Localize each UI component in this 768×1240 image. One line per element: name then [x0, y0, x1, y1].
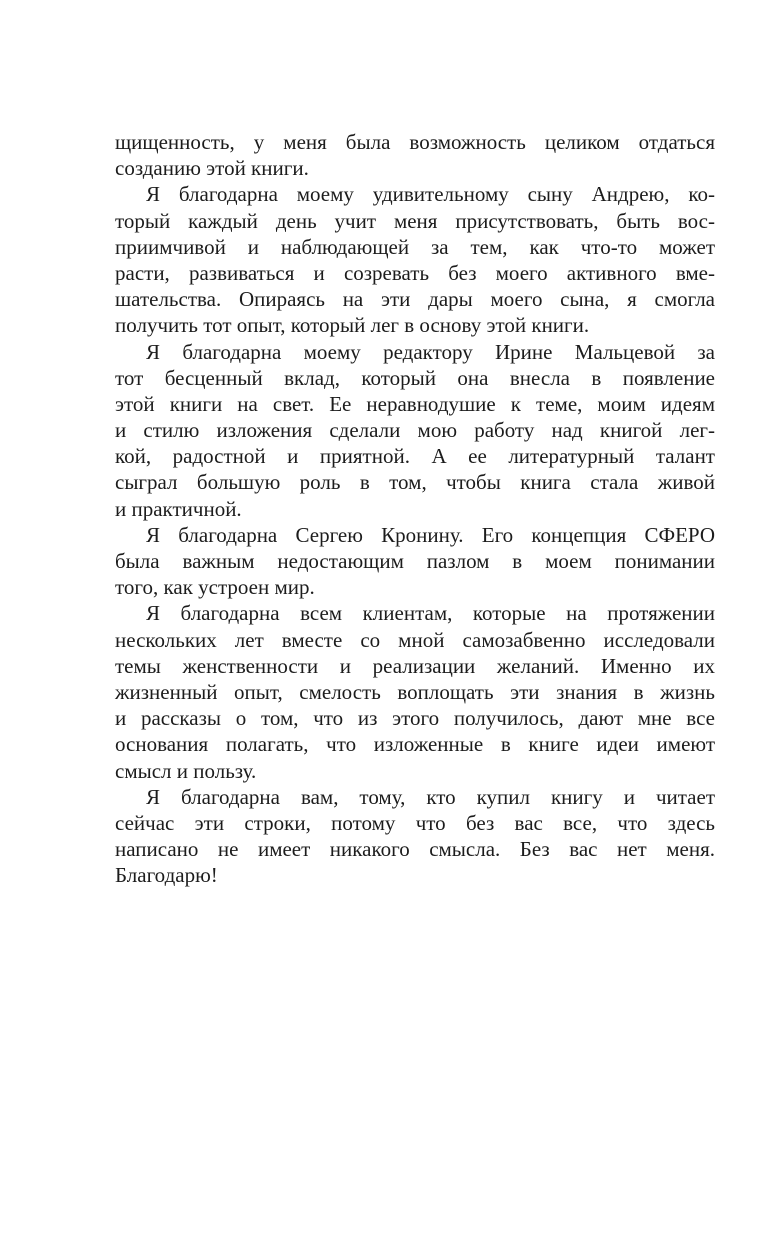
text-line: Я благодарна всем клиентам, которые на протяжении — [146, 601, 715, 626]
body-text — [115, 129, 715, 888]
text-line: основания полагать, что изложенные в книге идеи имеют — [115, 732, 715, 757]
text-line: Я благодарна моему редактору Ирине Мальцевой за — [146, 339, 715, 364]
text-line: нескольких лет вместе со мной самозабвенно исследовали — [115, 627, 715, 652]
text-line: приимчивой и наблюдающей за тем, как что-то может — [115, 234, 715, 259]
text-line: и рассказы о том, что из этого получилось, дают мне все — [115, 706, 715, 731]
text-line: шательства. Опираясь на эти дары моего сына, я смогла — [115, 287, 715, 312]
text-line: Я благодарна вам, тому, кто купил книгу и читает — [146, 784, 715, 809]
text-line: темы женственности и реализации желаний. Именно их — [115, 653, 715, 678]
text-line: получить тот опыт, который лег в основу этой книги. — [115, 313, 590, 338]
text-line: расти, развиваться и созревать без моего активного вме- — [115, 260, 715, 285]
text-line: сыграл большую роль в том, чтобы книга стала живой — [115, 470, 715, 495]
text-line: смысл и пользу. — [115, 758, 257, 783]
text-line: Я благодарна моему удивительному сыну Андрею, ко- — [146, 182, 715, 207]
text-line: созданию этой книги. — [115, 156, 309, 181]
text-line: щищенность, у меня была возможность целиком отдаться — [115, 130, 715, 154]
text-line: сейчас эти строки, потому что без вас все, что здесь — [115, 810, 715, 835]
text-line: торый каждый день учит меня присутствовать, быть вос- — [115, 208, 715, 233]
text-line: жизненный опыт, смелость воплощать эти знания в жизнь — [115, 679, 715, 704]
text-line: того, как устроен мир. — [115, 575, 315, 600]
text-line: кой, радостной и приятной. А ее литературный талант — [115, 444, 715, 469]
text-line: и стилю изложения сделали мою работу над книгой лег- — [115, 418, 715, 443]
text-line: этой книги на свет. Ее неравнодушие к теме, моим идеям — [115, 391, 715, 416]
text-line: была важным недостающим пазлом в моем понимании — [115, 549, 715, 573]
text-line: тот бесценный вклад, который она внесла в появление — [115, 365, 715, 390]
text-line: Благодарю! — [115, 863, 218, 888]
text-line: написано не имеет никакого смысла. Без вас нет меня. — [115, 837, 715, 862]
text-line: Я благодарна Сергею Кронину. Его концепция СФЕРО — [146, 522, 715, 547]
text-line: и практичной. — [115, 496, 242, 521]
